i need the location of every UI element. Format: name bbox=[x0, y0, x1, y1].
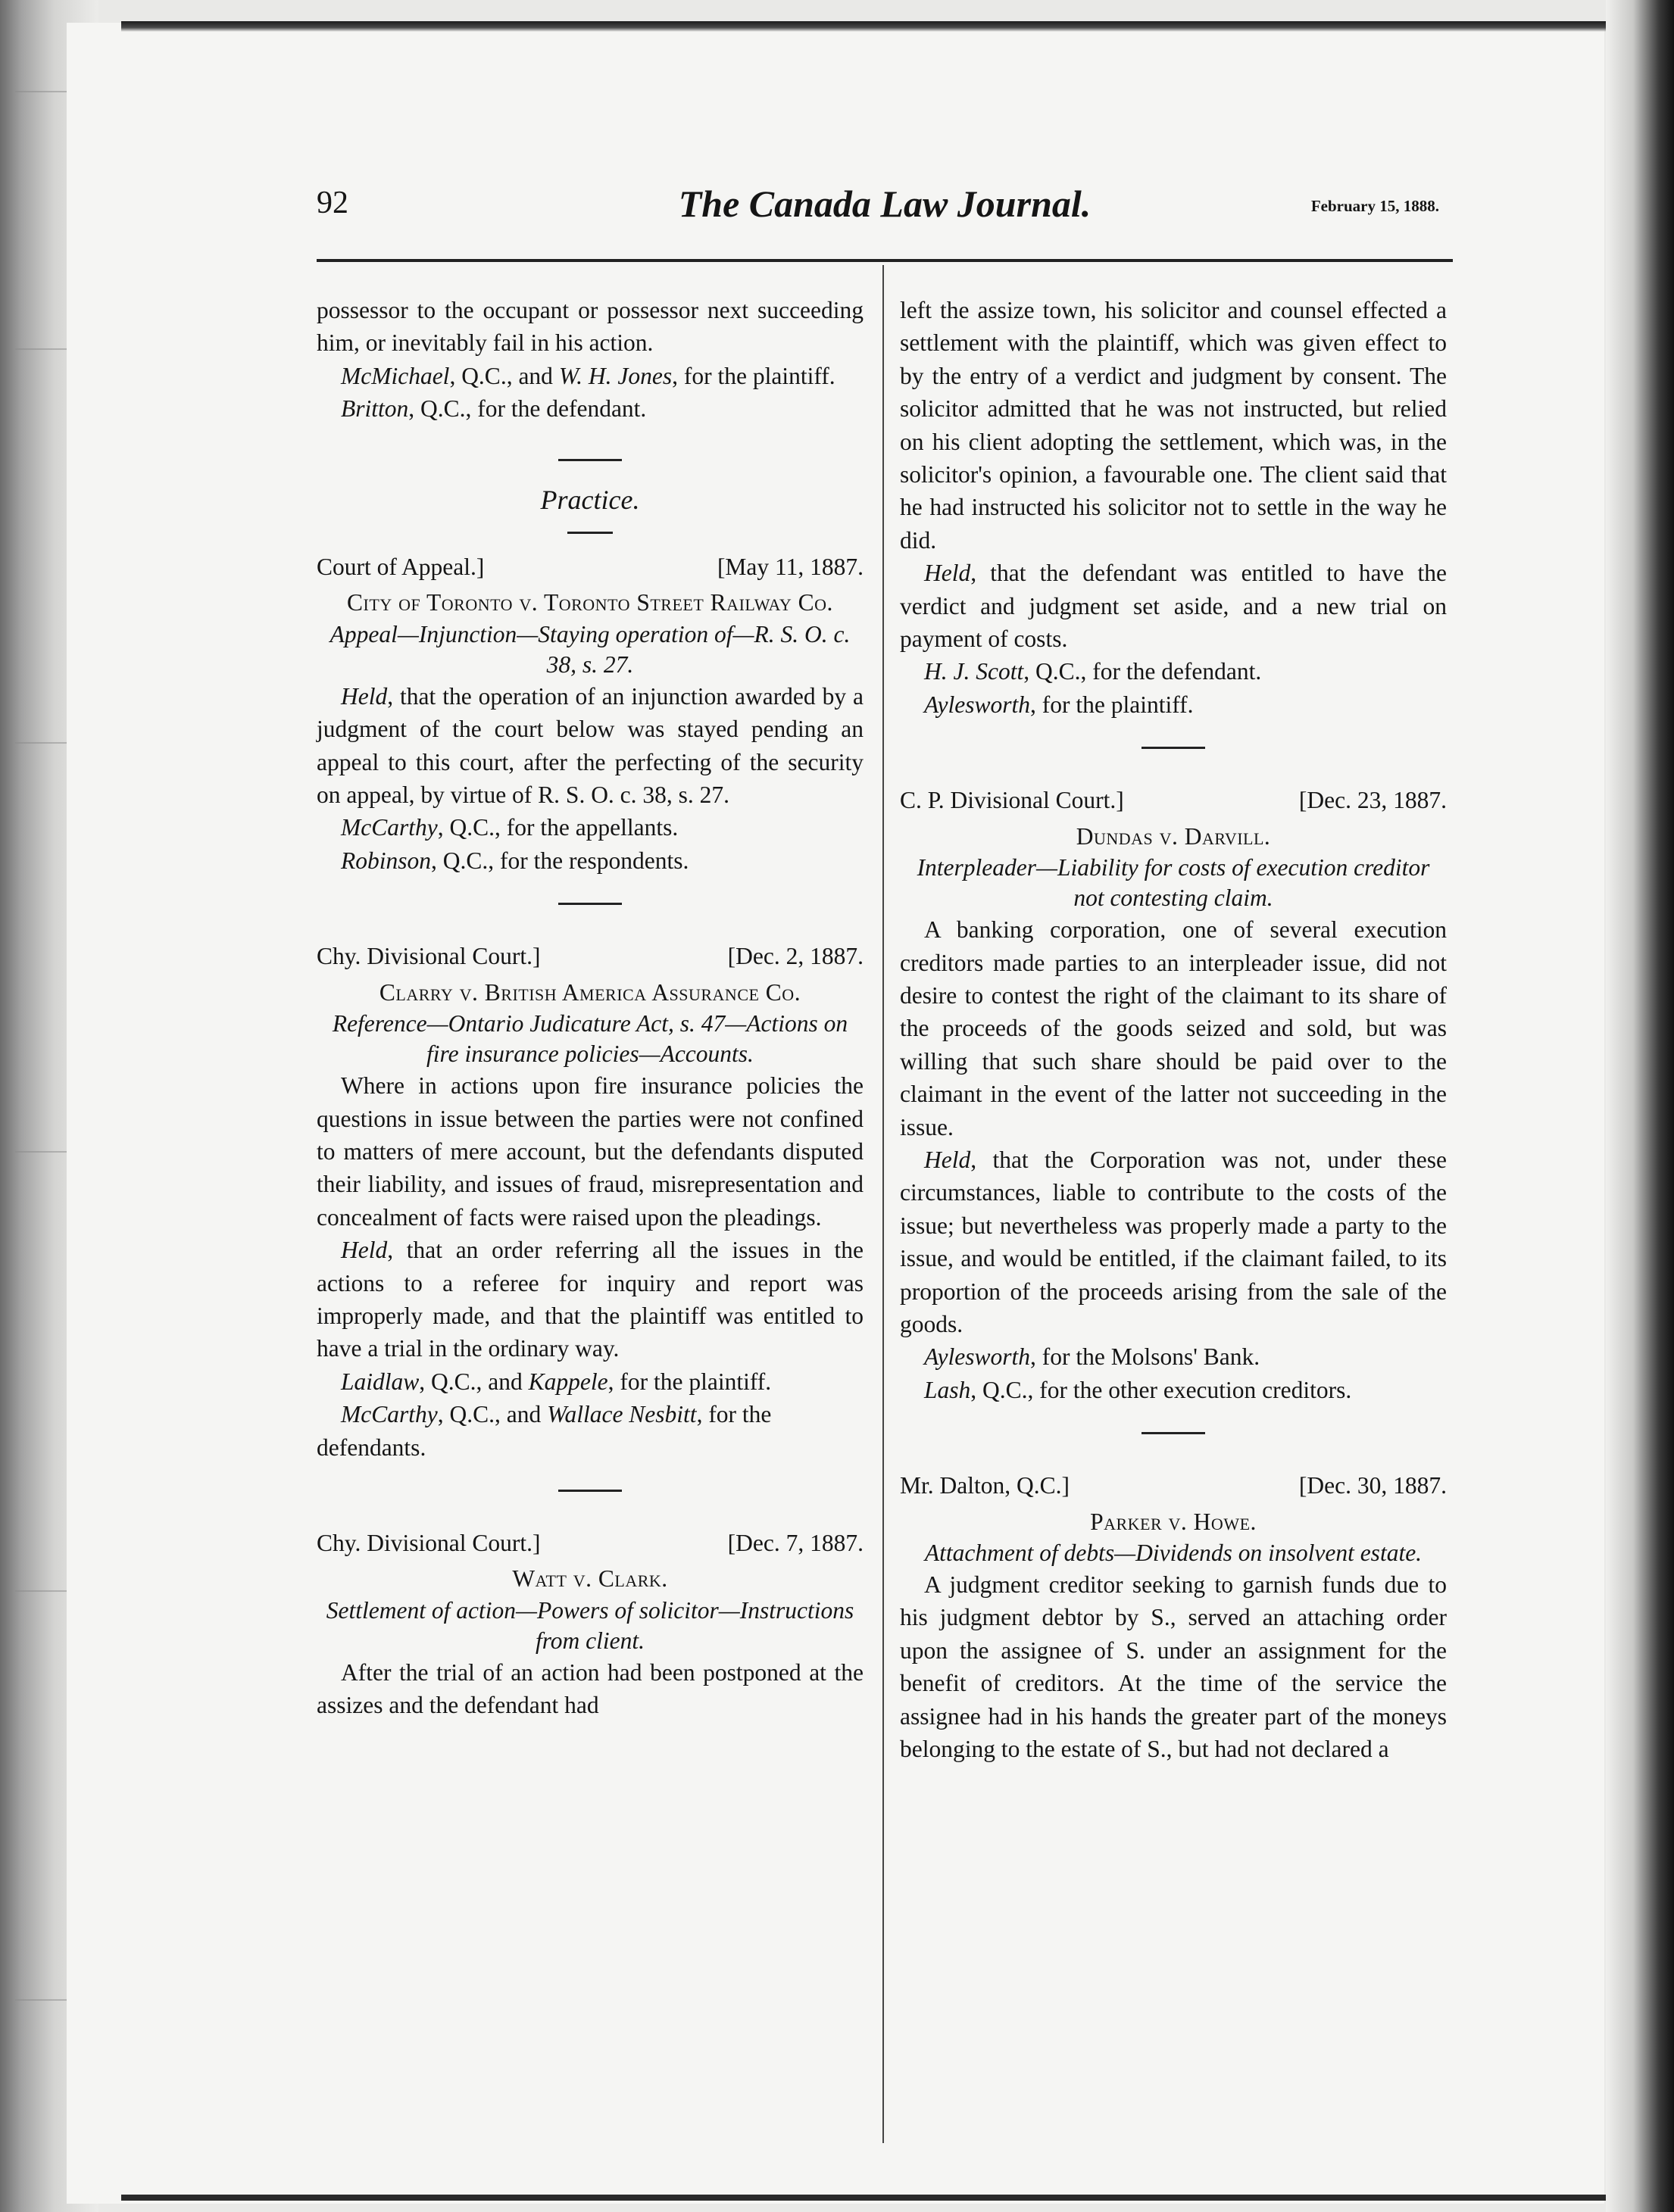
case-name: Watt v. Clark. bbox=[512, 1565, 668, 1593]
counsel-name: H. J. Scott bbox=[924, 658, 1024, 685]
case-date: [Dec. 23, 1887. bbox=[1298, 787, 1447, 814]
held-text: , that the Corporation was not, under these circumstances, liable to contribute to the costs of the issue; but nevertheless was properly made a party to the issue, and would be entitled, if the claimant failed, to its proportion of the proceeds arising from the sale of the goods. bbox=[900, 1146, 1447, 1337]
case-heading bbox=[900, 784, 1447, 816]
held-paragraph bbox=[900, 557, 1447, 655]
held-text: , that the defendant was entitled to have the verdict and judgment set aside, and a new trial on payment of costs. bbox=[900, 560, 1447, 653]
counsel-line bbox=[900, 1340, 1447, 1373]
counsel-text: , Q.C., for the defendant. bbox=[1023, 658, 1262, 685]
counsel-name: McCarthy bbox=[341, 1401, 438, 1428]
right-column bbox=[900, 294, 1447, 1765]
held-word: Held bbox=[924, 560, 971, 587]
counsel-text: , for the defendants. bbox=[317, 1401, 772, 1461]
counsel-text: , for the plaintiff. bbox=[1030, 691, 1194, 718]
held-word: Held bbox=[341, 682, 388, 710]
case-date: [Dec. 30, 1887. bbox=[1298, 1472, 1447, 1499]
counsel-line bbox=[900, 688, 1447, 721]
case-divider bbox=[1142, 747, 1205, 749]
section-divider bbox=[558, 459, 622, 461]
case-paragraph: A banking corporation, one of several execution creditors made parties to an interpleader issue, did not desire to contest the right of the claimant to its share of the proceeds of the goods seized and sold, but was willing that such share should be paid over to the claimant in the event of the latter not succeeding in the issue. bbox=[900, 916, 1447, 1140]
held-paragraph bbox=[317, 680, 864, 812]
case-subject: Reference—Ontario Judicature Act, s. 47—Actions on fire insurance policies—Accounts. bbox=[332, 1010, 848, 1068]
counsel-line bbox=[317, 811, 864, 844]
counsel-name: McCarthy bbox=[341, 814, 438, 841]
case-name: Clarry v. British America Assurance Co. bbox=[379, 978, 801, 1006]
case-heading bbox=[317, 940, 864, 972]
counsel-text: , for the plaintiff. bbox=[607, 1368, 772, 1395]
case-name: Dundas v. Darvill. bbox=[1076, 822, 1271, 850]
case-subject: Interpleader—Liability for costs of execution creditor not contesting claim. bbox=[917, 854, 1430, 912]
case-heading bbox=[900, 1469, 1447, 1502]
court-name: Chy. Divisional Court.] bbox=[317, 1529, 541, 1556]
page-gutter-shadow-right bbox=[1606, 0, 1674, 2212]
page-top-edge bbox=[121, 21, 1644, 32]
case-date: [Dec. 2, 1887. bbox=[727, 943, 864, 970]
counsel-line bbox=[317, 1398, 864, 1464]
case-subject: Attachment of debts—Dividends on insolvent estate. bbox=[924, 1540, 1423, 1566]
continuation-paragraph: left the assize town, his solicitor and counsel effected a settlement with the plaintiff, which was given effect to by the entry of a verdict and judgment by consent. The solicitor admitted that he was not instructed, but relied on his client adopting the settlement, which was, in the solicitor's opinion, a favourable one. The client said that he had instructed his solicitor not to settle in the way he did. bbox=[900, 297, 1447, 554]
counsel-name: Aylesworth bbox=[924, 691, 1030, 718]
court-name: Mr. Dalton, Q.C.] bbox=[900, 1472, 1070, 1499]
counsel-text: , Q.C., and bbox=[449, 362, 559, 389]
running-header bbox=[317, 182, 1453, 235]
held-paragraph bbox=[317, 1234, 864, 1365]
journal-title: The Canada Law Journal. bbox=[678, 183, 1092, 225]
counsel-line bbox=[317, 844, 864, 877]
counsel-line bbox=[317, 1365, 864, 1398]
case-date: [May 11, 1887. bbox=[717, 554, 864, 581]
counsel-text: , Q.C., and bbox=[419, 1368, 529, 1395]
section-divider bbox=[567, 532, 613, 534]
counsel-name: W. H. Jones bbox=[558, 362, 673, 389]
held-paragraph bbox=[900, 1143, 1447, 1340]
held-word: Held bbox=[924, 1146, 971, 1173]
counsel-name: Britton bbox=[341, 395, 409, 423]
counsel-name: McMichael bbox=[341, 362, 450, 389]
counsel-name: Laidlaw bbox=[341, 1368, 420, 1395]
counsel-name: Robinson bbox=[341, 847, 432, 874]
case-divider bbox=[1142, 1432, 1205, 1434]
court-name: Court of Appeal.] bbox=[317, 554, 485, 581]
counsel-text: , Q.C., for the appellants. bbox=[437, 814, 679, 841]
counsel-line bbox=[900, 1374, 1447, 1406]
counsel-text: , Q.C., for the defendant. bbox=[408, 395, 647, 423]
case-paragraph: Where in actions upon fire insurance policies the questions in issue between the parties were not confined to matters of mere account, but the defendants disputed their liability, and issues of fraud, misrepresentation and concealment of facts were raised upon the pleadings. bbox=[317, 1072, 864, 1231]
page-bottom-edge bbox=[121, 2195, 1644, 2201]
case-date: [Dec. 7, 1887. bbox=[727, 1529, 864, 1556]
header-rule bbox=[317, 259, 1453, 262]
held-word: Held bbox=[341, 1237, 388, 1264]
case-subject: Appeal—Injunction—Staying operation of—R. S. O. c. 38, s. 27. bbox=[329, 620, 851, 678]
counsel-text: , for the plaintiff. bbox=[672, 362, 835, 389]
column-divider bbox=[882, 265, 884, 2143]
left-column bbox=[317, 294, 864, 1722]
counsel-name: Wallace Nesbitt bbox=[547, 1401, 697, 1428]
counsel-line bbox=[317, 360, 864, 392]
case-name: City of Toronto v. Toronto Street Railway Co. bbox=[347, 589, 833, 616]
case-paragraph: A judgment creditor seeking to garnish funds due to his judgment debtor by S., served an attaching order upon the assignee of S. under an assignment for the benefit of creditors. At the time of the service the assignee had in his hands the greater part of the moneys belonging to the estate of S., but had not declared a bbox=[900, 1571, 1447, 1763]
counsel-line bbox=[317, 392, 864, 425]
counsel-line bbox=[900, 655, 1447, 688]
court-name: C. P. Divisional Court.] bbox=[900, 787, 1124, 814]
case-name: Parker v. Howe. bbox=[1090, 1508, 1257, 1535]
page-number: 92 bbox=[317, 186, 348, 220]
issue-date: February 15, 1888. bbox=[1310, 197, 1439, 215]
case-heading bbox=[317, 551, 864, 583]
section-title: Practice. bbox=[540, 484, 640, 515]
counsel-name: Kappele bbox=[528, 1368, 608, 1395]
counsel-text: , Q.C., for the respondents. bbox=[431, 847, 689, 874]
case-divider bbox=[558, 1490, 622, 1492]
case-divider bbox=[558, 903, 622, 905]
counsel-name: Aylesworth bbox=[924, 1343, 1030, 1371]
court-name: Chy. Divisional Court.] bbox=[317, 943, 541, 970]
held-text: , that the operation of an injunction awarded by a judgment of the court below was stayed pending an appeal to this court, after the perfecting of the security on appeal, by virtue of R. S. O. c. 38, s. 27. bbox=[317, 682, 864, 809]
counsel-text: , Q.C., and bbox=[437, 1401, 548, 1428]
counsel-text: , Q.C., for the other execution creditors. bbox=[970, 1376, 1352, 1403]
case-paragraph: After the trial of an action had been postponed at the assizes and the defendant had bbox=[317, 1658, 864, 1719]
counsel-text: , for the Molsons' Bank. bbox=[1030, 1343, 1260, 1371]
case-heading bbox=[317, 1527, 864, 1559]
intro-paragraph: possessor to the occupant or possessor next succeeding him, or inevitably fail in his action. bbox=[317, 297, 864, 357]
case-subject: Settlement of action—Powers of solicitor—Instructions from client. bbox=[326, 1596, 854, 1654]
counsel-name: Lash bbox=[924, 1376, 971, 1403]
held-text: , that an order referring all the issues in the actions to a referee for inquiry and report was improperly made, and that the plaintiff was entitled to have a trial in the ordinary way. bbox=[317, 1237, 864, 1362]
